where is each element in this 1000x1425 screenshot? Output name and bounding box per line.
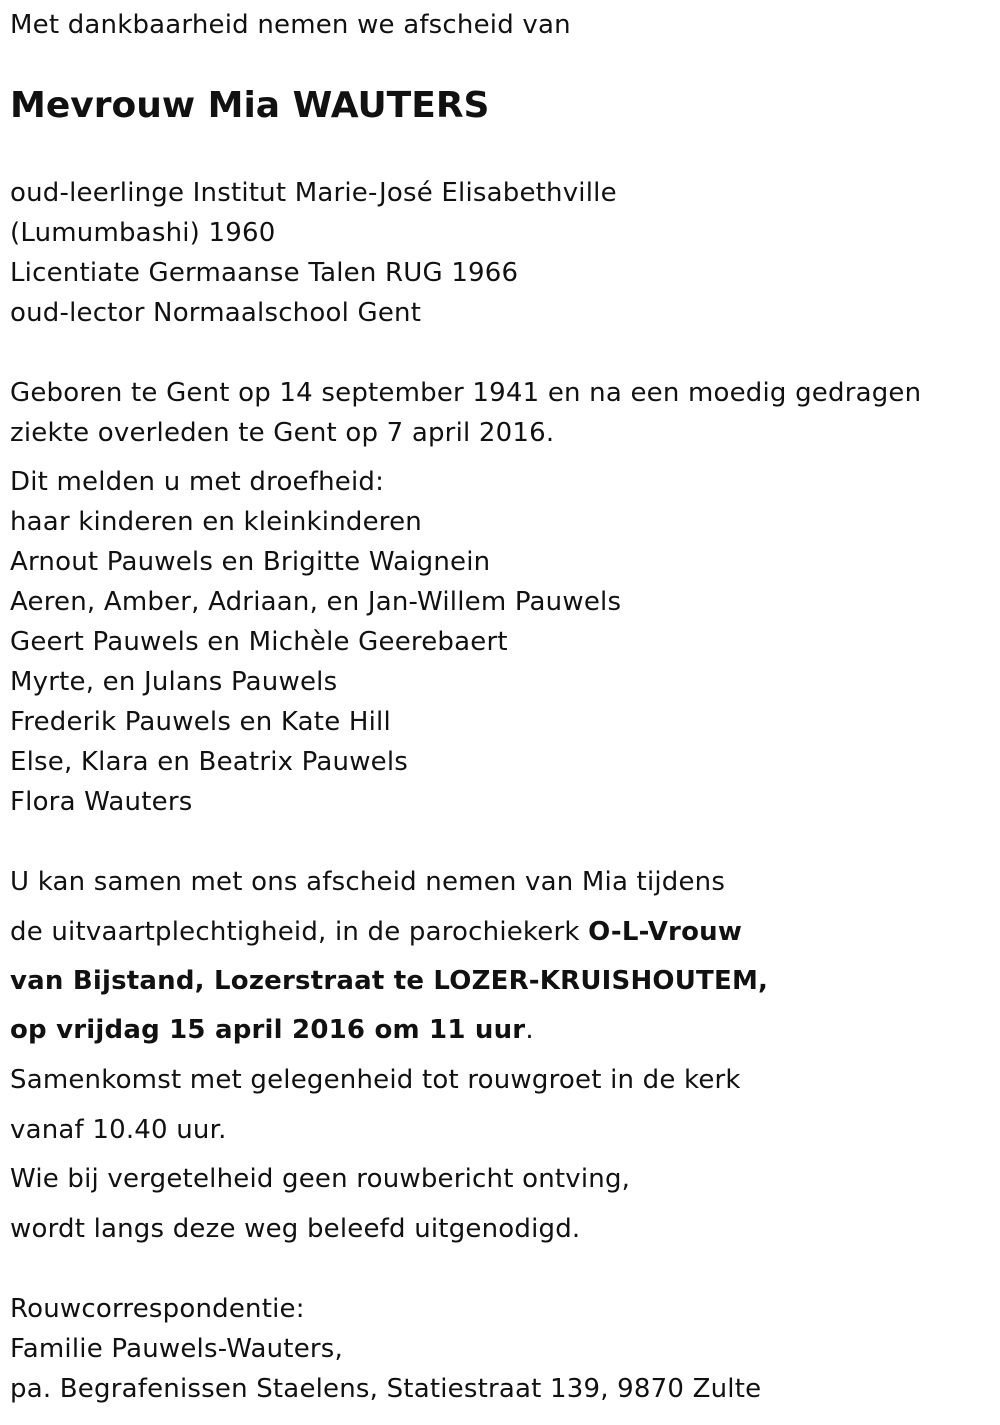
ceremony-line — [10, 915, 742, 949]
ceremony-text: . — [525, 1015, 534, 1045]
bio-line: oud-leerlinge Institut Marie-José Elisabethville — [10, 178, 617, 208]
ceremony-line — [10, 1013, 534, 1047]
family-member: Else, Klara en Beatrix Pauwels — [10, 747, 409, 777]
family-heading: Dit melden u met droefheid: — [10, 467, 385, 497]
family-member: Geert Pauwels en Michèle Geerebaert — [10, 627, 508, 657]
church-name: O-L-Vrouw — [588, 917, 743, 947]
deceased-name: Mevrouw Mia WAUTERS — [10, 85, 490, 126]
church-address: van Bijstand, Lozerstraat te LOZER-KRUISHOUTEM, — [10, 966, 769, 996]
family-member: haar kinderen en kleinkinderen — [10, 507, 422, 537]
ceremony-line: vanaf 10.40 uur. — [10, 1115, 227, 1145]
bio-line: Licentiate Germaanse Talen RUG 1966 — [10, 258, 519, 288]
ceremony-line: Samenkomst met gelegenheid tot rouwgroet in de kerk — [10, 1065, 741, 1095]
correspondence-line: Familie Pauwels-Wauters, — [10, 1334, 343, 1364]
ceremony-date: op vrijdag 15 april 2016 om 11 uur — [10, 1015, 526, 1045]
family-member: Myrte, en Julans Pauwels — [10, 667, 338, 697]
bio-line: oud-lector Normaalschool Gent — [10, 298, 422, 328]
correspondence-heading: Rouwcorrespondentie: — [10, 1294, 305, 1324]
intro-text: Met dankbaarheid nemen we afscheid van — [10, 10, 571, 40]
family-member: Frederik Pauwels en Kate Hill — [10, 707, 391, 737]
ceremony-line: wordt langs deze weg beleefd uitgenodigd. — [10, 1214, 581, 1244]
bio-line: (Lumumbashi) 1960 — [10, 218, 276, 248]
ceremony-line: U kan samen met ons afscheid nemen van Mia tijdens — [10, 867, 726, 897]
ceremony-text: de uitvaartplechtigheid, in de parochiekerk — [10, 917, 589, 947]
family-member: Arnout Pauwels en Brigitte Waignein — [10, 547, 491, 577]
ceremony-line: Wie bij vergetelheid geen rouwbericht ontving, — [10, 1164, 631, 1194]
family-member: Flora Wauters — [10, 787, 193, 817]
birth-death-line: ziekte overleden te Gent op 7 april 2016. — [10, 418, 555, 448]
birth-death-line: Geboren te Gent op 14 september 1941 en na een moedig gedragen — [10, 378, 922, 408]
family-member: Aeren, Amber, Adriaan, en Jan-Willem Pauwels — [10, 587, 622, 617]
correspondence-line: pa. Begrafenissen Staelens, Statiestraat 139, 9870 Zulte — [10, 1374, 762, 1404]
